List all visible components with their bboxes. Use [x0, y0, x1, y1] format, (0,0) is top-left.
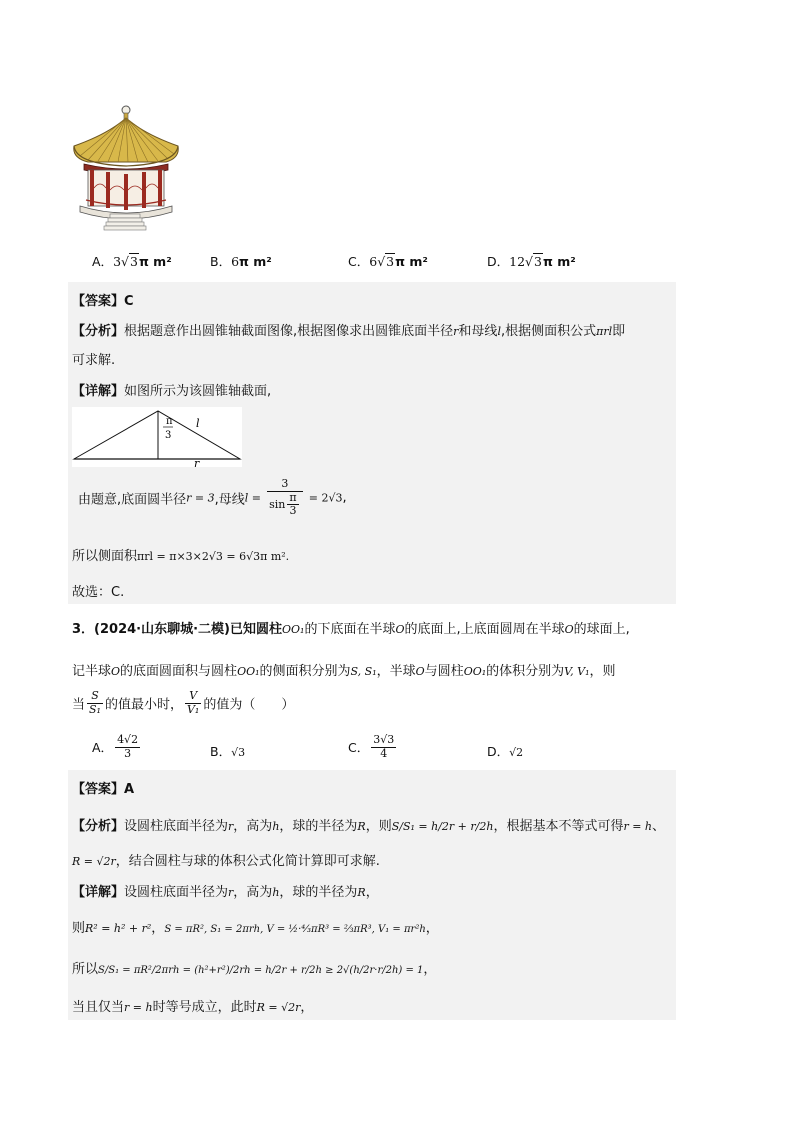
q3-option-b: B．√3 — [210, 744, 246, 759]
option-b: B．6π m² — [210, 254, 272, 269]
diagram-angle-num: π — [166, 416, 173, 427]
q2-detail-line3: 所以侧面积πrl = π×3×2√3 = 6√3π m². — [72, 549, 290, 564]
diagram-label-r: r — [194, 457, 200, 467]
q3-stem-line3: 当 $\frac{S}{\text{S₁}}$ 的值最小时， $\frac{V}{\text{V₁}}$ 的值为（ ） — [72, 689, 295, 716]
q2-analysis-line1: 【分析】根据题意作出圆锥轴截面图像,根据图像求出圆锥底面半径r和母线l,根据侧面积公式πrl即 — [72, 324, 626, 339]
q2-detail-line4: 故选：C. — [72, 585, 125, 600]
cone-cross-section-diagram — [72, 407, 242, 467]
option-c: C．6√3π m² — [348, 254, 428, 269]
q2-analysis-line2: 可求解. — [72, 353, 116, 368]
q3-option-d: D．√2 — [487, 744, 524, 759]
q2-detail-line2: 由题意,底面圆半径r = 3,母线l = 3 sin $\frac{\pi}{3}$ = 2√3, — [78, 477, 347, 518]
option-d: D．12√3π m² — [487, 254, 576, 269]
pavilion-illustration — [68, 104, 186, 232]
q3-option-c: C． $\frac{3√3}{4}$ — [348, 733, 395, 760]
q2-answer: 【答案】C — [72, 294, 134, 309]
q3-detail-line2: 则R² = h² + r²，S = πR², S₁ = 2πrh, V = ½·⁴⁄₃πR³ = ⅔πR³, V₁ = πr²h， — [72, 921, 439, 936]
q3-option-a: A． $\frac{4√2}{3}$ — [92, 733, 139, 760]
q3-detail-line1: 【详解】设圆柱底面半径为r，高为h，球的半径为R， — [72, 885, 379, 900]
q3-stem-line1: 3．(2024·山东聊城·二模)已知圆柱OO₁的下底面在半球O的底面上,上底面圆周在半球O的球面上, — [72, 622, 630, 637]
q3-detail-line4: 当且仅当r = h时等号成立，此时R = √2r， — [72, 1000, 314, 1015]
q3-analysis-line2: R = √2r，结合圆柱与球的体积公式化简计算即可求解. — [72, 854, 380, 869]
q3-analysis-line1: 【分析】设圆柱底面半径为r，高为h，球的半径为R，则S/S₁ = h/2r + r/2h，根据基本不等式可得r = h、 — [72, 819, 666, 834]
q2-detail-line1: 【详解】如图所示为该圆锥轴截面, — [72, 384, 272, 399]
q3-stem-line2: 记半球O的底面圆面积与圆柱OO₁的侧面积分别为S, S₁，半球O与圆柱OO₁的体积分别为V, V₁，则 — [72, 664, 616, 679]
q3-detail-line3: 所以S/S₁ = πR²/2πrh = (h²+r²)/2rh = h/2r + r/2h ≥ 2√(h/2r·r/2h) = 1， — [72, 962, 437, 977]
option-a: A．3√3π m² — [92, 254, 172, 269]
diagram-angle-den: 3 — [165, 430, 172, 441]
diagram-label-l: l — [196, 417, 200, 430]
q3-answer: 【答案】A — [72, 782, 135, 797]
